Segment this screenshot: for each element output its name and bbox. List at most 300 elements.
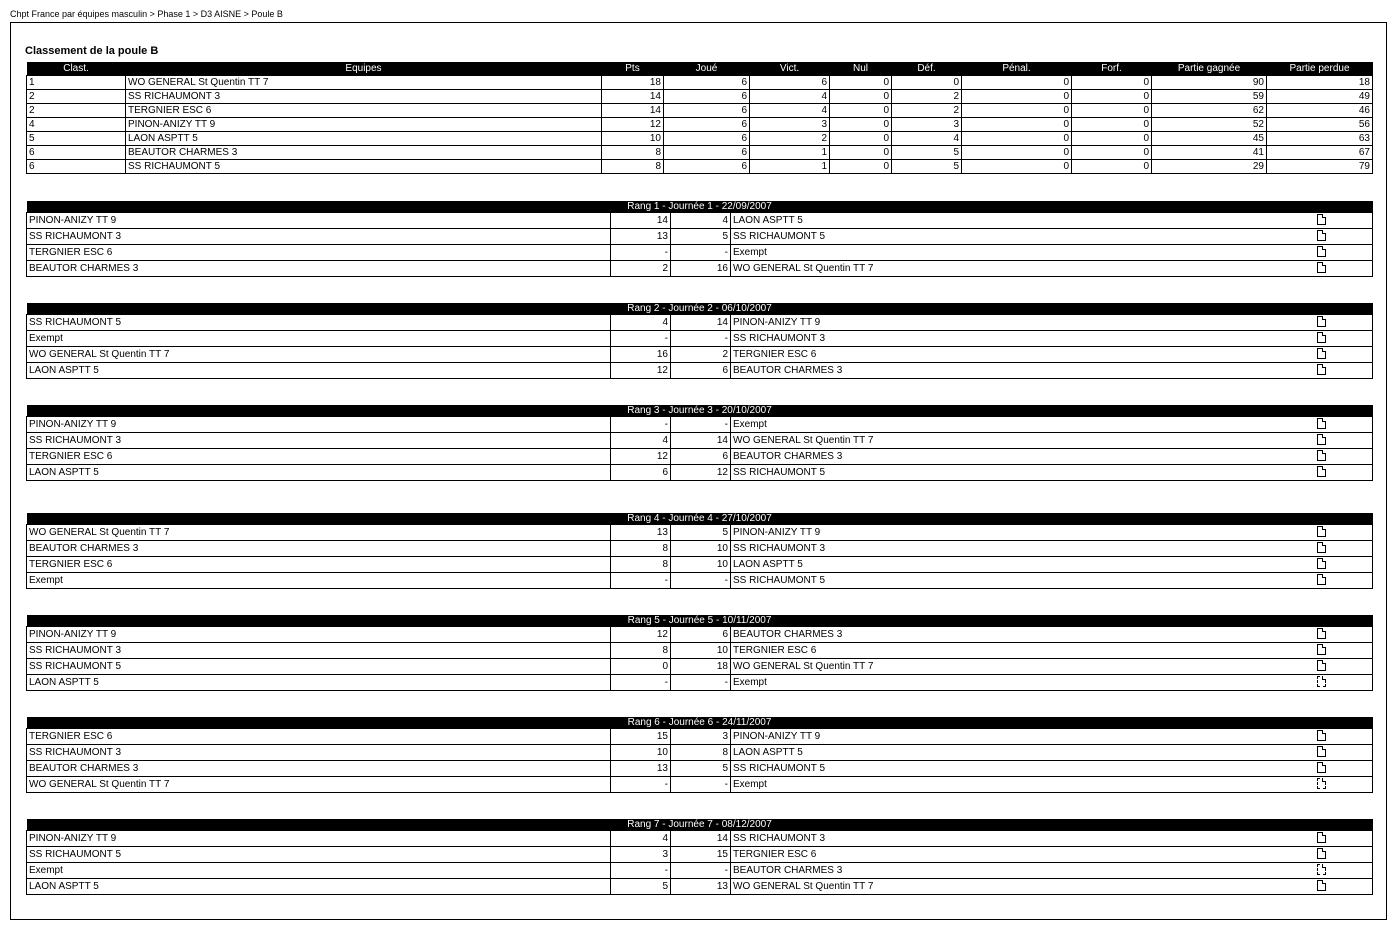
stat-cell: 2 (892, 104, 962, 118)
match-sheet-link[interactable] (1315, 675, 1373, 691)
stat-cell: 0 (962, 118, 1072, 132)
match-sheet-link[interactable] (1315, 863, 1373, 879)
home-team-cell[interactable]: PINON-ANIZY TT 9 (27, 831, 611, 847)
home-team-cell[interactable]: PINON-ANIZY TT 9 (27, 213, 611, 229)
home-team-cell[interactable]: SS RICHAUMONT 3 (27, 433, 611, 449)
home-team-cell[interactable]: PINON-ANIZY TT 9 (27, 627, 611, 643)
away-team-cell[interactable]: PINON-ANIZY TT 9 (731, 315, 1315, 331)
stat-cell: 5 (892, 146, 962, 160)
match-sheet-link[interactable] (1315, 465, 1373, 481)
away-score-cell: 6 (671, 627, 731, 643)
home-team-cell[interactable]: LAON ASPTT 5 (27, 675, 611, 691)
match-row (27, 525, 1373, 541)
away-score-cell: 14 (671, 315, 731, 331)
rank-cell: 4 (27, 118, 126, 132)
standings-header-cell: Nul (830, 62, 892, 76)
round-header: Rang 5 - Journée 5 - 10/11/2007 (27, 615, 1373, 627)
away-score-cell: 16 (671, 261, 731, 277)
away-score-cell: 4 (671, 213, 731, 229)
match-sheet-link[interactable] (1315, 847, 1373, 863)
stat-cell: 6 (664, 118, 750, 132)
match-sheet-link[interactable] (1315, 417, 1373, 433)
standings-row (27, 76, 1373, 90)
home-score-cell: 0 (611, 659, 671, 675)
standings-row (27, 90, 1373, 104)
away-score-cell: 3 (671, 729, 731, 745)
away-score-cell: - (671, 777, 731, 793)
stat-cell: 90 (1152, 76, 1267, 90)
home-score-cell: 8 (611, 557, 671, 573)
stat-cell: 0 (962, 76, 1072, 90)
stat-cell: 63 (1267, 132, 1373, 146)
document-icon[interactable] (1317, 466, 1326, 477)
standings-header-cell: Partie gagnée (1152, 62, 1267, 76)
home-score-cell: 13 (611, 761, 671, 777)
away-score-cell: 18 (671, 659, 731, 675)
document-icon[interactable] (1317, 450, 1326, 461)
home-team-cell[interactable]: SS RICHAUMONT 5 (27, 315, 611, 331)
match-sheet-link[interactable] (1315, 745, 1373, 761)
match-row (27, 347, 1373, 363)
home-team-cell[interactable]: Exempt (27, 863, 611, 879)
match-row (27, 363, 1373, 379)
match-row (27, 659, 1373, 675)
match-row (27, 433, 1373, 449)
stat-cell: 5 (892, 160, 962, 174)
stat-cell: 29 (1152, 160, 1267, 174)
standings-header-cell: Partie perdue (1267, 62, 1373, 76)
match-row (27, 229, 1373, 245)
broken-image-icon[interactable] (1317, 864, 1326, 875)
rank-cell: 5 (27, 132, 126, 146)
away-team-cell[interactable]: WO GENERAL St Quentin TT 7 (731, 879, 1315, 895)
rank-cell: 1 (27, 76, 126, 90)
match-row (27, 315, 1373, 331)
away-score-cell: 13 (671, 879, 731, 895)
document-icon[interactable] (1317, 418, 1326, 429)
match-row (27, 863, 1373, 879)
round-table (26, 513, 1373, 589)
home-team-cell[interactable]: TERGNIER ESC 6 (27, 245, 611, 261)
stat-cell: 0 (962, 104, 1072, 118)
document-icon[interactable] (1317, 542, 1326, 553)
away-team-cell[interactable]: SS RICHAUMONT 3 (731, 831, 1315, 847)
match-sheet-link[interactable] (1315, 449, 1373, 465)
match-sheet-link[interactable] (1315, 659, 1373, 675)
rank-cell: 6 (27, 146, 126, 160)
home-score-cell: 2 (611, 261, 671, 277)
away-team-cell[interactable]: BEAUTOR CHARMES 3 (731, 627, 1315, 643)
match-row (27, 557, 1373, 573)
home-score-cell: - (611, 331, 671, 347)
stat-cell: 3 (892, 118, 962, 132)
team-name-cell[interactable]: TERGNIER ESC 6 (126, 104, 602, 118)
away-team-cell[interactable]: SS RICHAUMONT 3 (731, 541, 1315, 557)
standings-header-cell: Vict. (750, 62, 830, 76)
round-header: Rang 3 - Journée 3 - 20/10/2007 (27, 405, 1373, 417)
round-table (26, 303, 1373, 379)
home-score-cell: - (611, 863, 671, 879)
home-score-cell: 10 (611, 745, 671, 761)
stat-cell: 14 (602, 90, 664, 104)
match-row (27, 627, 1373, 643)
document-icon[interactable] (1317, 762, 1326, 773)
home-score-cell: 3 (611, 847, 671, 863)
stat-cell: 0 (830, 132, 892, 146)
match-row (27, 573, 1373, 589)
document-icon[interactable] (1317, 660, 1326, 671)
broken-image-icon[interactable] (1317, 676, 1326, 687)
home-score-cell: 15 (611, 729, 671, 745)
stat-cell: 45 (1152, 132, 1267, 146)
document-icon[interactable] (1317, 262, 1326, 273)
away-team-cell[interactable]: LAON ASPTT 5 (731, 213, 1315, 229)
match-row (27, 261, 1373, 277)
away-score-cell: 10 (671, 541, 731, 557)
stat-cell: 8 (602, 160, 664, 174)
home-team-cell[interactable]: BEAUTOR CHARMES 3 (27, 261, 611, 277)
round-header: Rang 4 - Journée 4 - 27/10/2007 (27, 513, 1373, 525)
standings-header-cell: Forf. (1072, 62, 1152, 76)
stat-cell: 0 (892, 76, 962, 90)
stat-cell: 6 (664, 104, 750, 118)
away-score-cell: 12 (671, 465, 731, 481)
home-team-cell[interactable]: Exempt (27, 573, 611, 589)
home-score-cell: - (611, 777, 671, 793)
match-sheet-link[interactable] (1315, 761, 1373, 777)
document-icon[interactable] (1317, 558, 1326, 569)
match-sheet-link[interactable] (1315, 229, 1373, 245)
away-team-cell[interactable]: LAON ASPTT 5 (731, 557, 1315, 573)
team-name-cell[interactable]: LAON ASPTT 5 (126, 132, 602, 146)
round-header: Rang 1 - Journée 1 - 22/09/2007 (27, 201, 1373, 213)
away-team-cell[interactable]: SS RICHAUMONT 5 (731, 229, 1315, 245)
home-team-cell[interactable]: WO GENERAL St Quentin TT 7 (27, 347, 611, 363)
away-team-cell[interactable]: Exempt (731, 245, 1315, 261)
stat-cell: 56 (1267, 118, 1373, 132)
match-row (27, 541, 1373, 557)
standings-row (27, 160, 1373, 174)
standings-header-cell: Déf. (892, 62, 962, 76)
team-name-cell[interactable]: BEAUTOR CHARMES 3 (126, 146, 602, 160)
stat-cell: 62 (1152, 104, 1267, 118)
home-team-cell[interactable]: SS RICHAUMONT 5 (27, 847, 611, 863)
match-row (27, 761, 1373, 777)
team-name-cell[interactable]: PINON-ANIZY TT 9 (126, 118, 602, 132)
stat-cell: 2 (750, 132, 830, 146)
home-team-cell[interactable]: SS RICHAUMONT 3 (27, 643, 611, 659)
home-score-cell: - (611, 417, 671, 433)
match-sheet-link[interactable] (1315, 331, 1373, 347)
away-team-cell[interactable]: Exempt (731, 675, 1315, 691)
document-icon[interactable] (1317, 316, 1326, 327)
match-row (27, 213, 1373, 229)
match-row (27, 745, 1373, 761)
away-team-cell[interactable]: WO GENERAL St Quentin TT 7 (731, 659, 1315, 675)
away-score-cell: - (671, 245, 731, 261)
standings-header-cell: Joué (664, 62, 750, 76)
stat-cell: 59 (1152, 90, 1267, 104)
stat-cell: 8 (602, 146, 664, 160)
home-team-cell[interactable]: LAON ASPTT 5 (27, 879, 611, 895)
stat-cell: 52 (1152, 118, 1267, 132)
match-row (27, 879, 1373, 895)
match-sheet-link[interactable] (1315, 213, 1373, 229)
standings-row (27, 104, 1373, 118)
standings-row (27, 146, 1373, 160)
match-row (27, 449, 1373, 465)
stat-cell: 0 (830, 90, 892, 104)
match-row (27, 729, 1373, 745)
away-team-cell[interactable]: BEAUTOR CHARMES 3 (731, 863, 1315, 879)
stat-cell: 49 (1267, 90, 1373, 104)
match-sheet-link[interactable] (1315, 347, 1373, 363)
match-sheet-link[interactable] (1315, 879, 1373, 895)
home-score-cell: - (611, 675, 671, 691)
match-sheet-link[interactable] (1315, 573, 1373, 589)
stat-cell: 10 (602, 132, 664, 146)
stat-cell: 12 (602, 118, 664, 132)
round-header: Rang 7 - Journée 7 - 08/12/2007 (27, 819, 1373, 831)
stat-cell: 0 (962, 160, 1072, 174)
rank-cell: 6 (27, 160, 126, 174)
home-team-cell[interactable]: TERGNIER ESC 6 (27, 449, 611, 465)
stat-cell: 6 (664, 160, 750, 174)
away-score-cell: - (671, 331, 731, 347)
stat-cell: 18 (1267, 76, 1373, 90)
stat-cell: 0 (962, 90, 1072, 104)
standings-row (27, 132, 1373, 146)
home-team-cell[interactable]: WO GENERAL St Quentin TT 7 (27, 777, 611, 793)
round-table (26, 615, 1373, 691)
stat-cell: 0 (1072, 76, 1152, 90)
away-team-cell[interactable]: SS RICHAUMONT 3 (731, 331, 1315, 347)
match-sheet-link[interactable] (1315, 777, 1373, 793)
match-sheet-link[interactable] (1315, 245, 1373, 261)
stat-cell: 0 (1072, 90, 1152, 104)
round-table (26, 201, 1373, 277)
document-icon[interactable] (1317, 348, 1326, 359)
home-team-cell[interactable]: Exempt (27, 331, 611, 347)
rank-cell: 2 (27, 104, 126, 118)
document-icon[interactable] (1317, 434, 1326, 445)
standings-title: Classement de la poule B (25, 45, 159, 57)
document-icon[interactable] (1317, 214, 1326, 225)
match-sheet-link[interactable] (1315, 627, 1373, 643)
away-score-cell: 10 (671, 557, 731, 573)
away-team-cell[interactable]: Exempt (731, 417, 1315, 433)
home-team-cell[interactable]: TERGNIER ESC 6 (27, 729, 611, 745)
away-score-cell: - (671, 675, 731, 691)
away-team-cell[interactable]: PINON-ANIZY TT 9 (731, 525, 1315, 541)
away-team-cell[interactable]: WO GENERAL St Quentin TT 7 (731, 433, 1315, 449)
away-score-cell: 5 (671, 229, 731, 245)
away-score-cell: 2 (671, 347, 731, 363)
match-sheet-link[interactable] (1315, 541, 1373, 557)
standings-header-cell: Pénal. (962, 62, 1072, 76)
away-team-cell[interactable]: LAON ASPTT 5 (731, 745, 1315, 761)
match-sheet-link[interactable] (1315, 557, 1373, 573)
away-team-cell[interactable]: SS RICHAUMONT 5 (731, 761, 1315, 777)
stat-cell: 0 (830, 118, 892, 132)
match-row (27, 675, 1373, 691)
home-score-cell: - (611, 573, 671, 589)
away-team-cell[interactable]: TERGNIER ESC 6 (731, 847, 1315, 863)
breadcrumb[interactable]: Chpt France par équipes masculin > Phase 1 > D3 AISNE > Poule B (10, 9, 283, 19)
away-team-cell[interactable]: SS RICHAUMONT 5 (731, 573, 1315, 589)
stat-cell: 0 (1072, 118, 1152, 132)
team-name-cell[interactable]: WO GENERAL St Quentin TT 7 (126, 76, 602, 90)
stat-cell: 4 (892, 132, 962, 146)
home-team-cell[interactable]: LAON ASPTT 5 (27, 465, 611, 481)
away-score-cell: 10 (671, 643, 731, 659)
home-team-cell[interactable]: SS RICHAUMONT 5 (27, 659, 611, 675)
away-team-cell[interactable]: TERGNIER ESC 6 (731, 643, 1315, 659)
match-sheet-link[interactable] (1315, 525, 1373, 541)
rank-cell: 2 (27, 90, 126, 104)
away-score-cell: 14 (671, 831, 731, 847)
document-icon[interactable] (1317, 628, 1326, 639)
stat-cell: 6 (664, 90, 750, 104)
away-score-cell: 5 (671, 525, 731, 541)
stat-cell: 3 (750, 118, 830, 132)
match-row (27, 331, 1373, 347)
home-score-cell: 4 (611, 433, 671, 449)
match-sheet-link[interactable] (1315, 643, 1373, 659)
stat-cell: 14 (602, 104, 664, 118)
match-row (27, 245, 1373, 261)
round-table (26, 717, 1373, 793)
home-score-cell: 13 (611, 229, 671, 245)
home-team-cell[interactable]: SS RICHAUMONT 3 (27, 229, 611, 245)
team-name-cell[interactable]: SS RICHAUMONT 5 (126, 160, 602, 174)
home-score-cell: 14 (611, 213, 671, 229)
home-score-cell: 4 (611, 315, 671, 331)
stat-cell: 0 (1072, 160, 1152, 174)
stat-cell: 18 (602, 76, 664, 90)
document-icon[interactable] (1317, 644, 1326, 655)
home-score-cell: 8 (611, 643, 671, 659)
match-row (27, 831, 1373, 847)
stat-cell: 6 (664, 146, 750, 160)
home-team-cell[interactable]: SS RICHAUMONT 3 (27, 745, 611, 761)
away-score-cell: 14 (671, 433, 731, 449)
round-header: Rang 2 - Journée 2 - 06/10/2007 (27, 303, 1373, 315)
document-icon[interactable] (1317, 574, 1326, 585)
away-team-cell[interactable]: SS RICHAUMONT 5 (731, 465, 1315, 481)
away-score-cell: - (671, 573, 731, 589)
standings-header-cell: Pts (602, 62, 664, 76)
away-team-cell[interactable]: TERGNIER ESC 6 (731, 347, 1315, 363)
stat-cell: 79 (1267, 160, 1373, 174)
home-score-cell: 5 (611, 879, 671, 895)
home-score-cell: 12 (611, 627, 671, 643)
match-sheet-link[interactable] (1315, 729, 1373, 745)
home-team-cell[interactable]: LAON ASPTT 5 (27, 363, 611, 379)
team-name-cell[interactable]: SS RICHAUMONT 3 (126, 90, 602, 104)
away-team-cell[interactable]: BEAUTOR CHARMES 3 (731, 449, 1315, 465)
home-team-cell[interactable]: BEAUTOR CHARMES 3 (27, 761, 611, 777)
away-team-cell[interactable]: PINON-ANIZY TT 9 (731, 729, 1315, 745)
stat-cell: 67 (1267, 146, 1373, 160)
away-team-cell[interactable]: WO GENERAL St Quentin TT 7 (731, 261, 1315, 277)
stat-cell: 0 (1072, 132, 1152, 146)
match-sheet-link[interactable] (1315, 315, 1373, 331)
document-icon[interactable] (1317, 332, 1326, 343)
document-icon[interactable] (1317, 246, 1326, 257)
document-icon[interactable] (1317, 526, 1326, 537)
away-team-cell[interactable]: Exempt (731, 777, 1315, 793)
document-icon[interactable] (1317, 832, 1326, 843)
home-score-cell: 12 (611, 363, 671, 379)
away-team-cell[interactable]: BEAUTOR CHARMES 3 (731, 363, 1315, 379)
round-header: Rang 6 - Journée 6 - 24/11/2007 (27, 717, 1373, 729)
broken-image-icon[interactable] (1317, 778, 1326, 789)
home-team-cell[interactable]: PINON-ANIZY TT 9 (27, 417, 611, 433)
document-icon[interactable] (1317, 730, 1326, 741)
stat-cell: 0 (1072, 146, 1152, 160)
home-score-cell: 8 (611, 541, 671, 557)
stat-cell: 4 (750, 104, 830, 118)
match-row (27, 465, 1373, 481)
away-score-cell: 6 (671, 363, 731, 379)
home-score-cell: 12 (611, 449, 671, 465)
away-score-cell: 15 (671, 847, 731, 863)
match-sheet-link[interactable] (1315, 831, 1373, 847)
document-icon[interactable] (1317, 848, 1326, 859)
home-score-cell: 16 (611, 347, 671, 363)
away-score-cell: - (671, 863, 731, 879)
home-score-cell: - (611, 245, 671, 261)
home-team-cell[interactable]: TERGNIER ESC 6 (27, 557, 611, 573)
standings-table (26, 62, 1373, 174)
stat-cell: 0 (962, 146, 1072, 160)
home-team-cell[interactable]: WO GENERAL St Quentin TT 7 (27, 525, 611, 541)
match-row (27, 847, 1373, 863)
round-table (26, 819, 1373, 895)
standings-header-cell: Clast. (27, 62, 126, 76)
away-score-cell: 5 (671, 761, 731, 777)
home-score-cell: 13 (611, 525, 671, 541)
away-score-cell: 6 (671, 449, 731, 465)
home-team-cell[interactable]: BEAUTOR CHARMES 3 (27, 541, 611, 557)
match-sheet-link[interactable] (1315, 363, 1373, 379)
document-icon[interactable] (1317, 746, 1326, 757)
match-sheet-link[interactable] (1315, 261, 1373, 277)
away-score-cell: 8 (671, 745, 731, 761)
standings-row (27, 118, 1373, 132)
stat-cell: 6 (750, 76, 830, 90)
match-sheet-link[interactable] (1315, 433, 1373, 449)
document-icon[interactable] (1317, 230, 1326, 241)
document-icon[interactable] (1317, 880, 1326, 891)
stat-cell: 0 (830, 104, 892, 118)
stat-cell: 0 (830, 146, 892, 160)
stat-cell: 0 (830, 76, 892, 90)
stat-cell: 2 (892, 90, 962, 104)
home-score-cell: 4 (611, 831, 671, 847)
stat-cell: 0 (962, 132, 1072, 146)
standings-header-cell: Equipes (126, 62, 602, 76)
home-score-cell: 6 (611, 465, 671, 481)
stat-cell: 46 (1267, 104, 1373, 118)
stat-cell: 6 (664, 132, 750, 146)
document-icon[interactable] (1317, 364, 1326, 375)
stat-cell: 1 (750, 160, 830, 174)
match-row (27, 417, 1373, 433)
round-table (26, 405, 1373, 481)
stat-cell: 4 (750, 90, 830, 104)
